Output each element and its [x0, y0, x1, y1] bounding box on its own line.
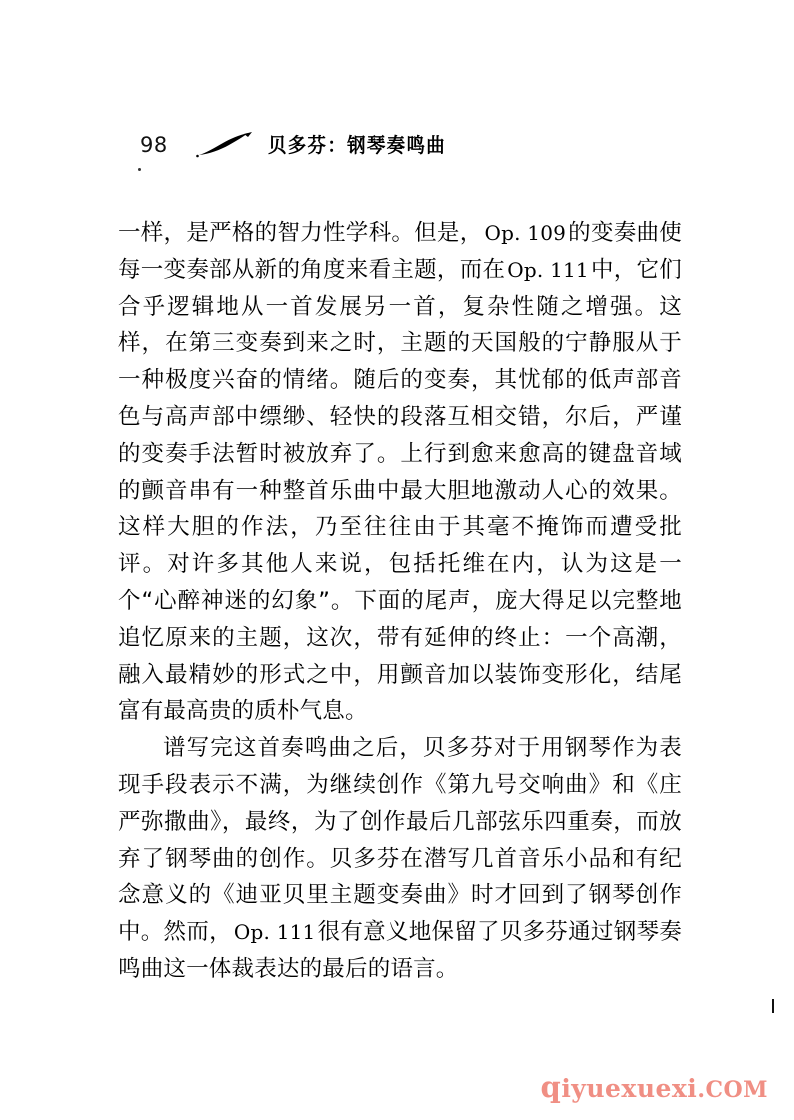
running-head	[140, 128, 660, 162]
opus-reference: Op. 111	[233, 920, 316, 945]
page-number: 98	[140, 132, 168, 157]
header-speck	[138, 168, 141, 171]
paragraph-2: 谱写完这首奏鸣曲之后，贝多芬对于用钢琴作为表现手段表示不满，为继续创作《第九号交响曲》和《庄严弥撒曲》，最终，为了创作最后几部弦乐四重奏，而放弃了钢琴曲的创作。贝多芬在潜写几首音乐小品和有纪念意义的《迪亚贝里主题变奏曲》时才回到了钢琴创作中。然而， Op. 111很有意义地保留了贝多芬通过钢琴奏鸣曲这一体裁表达的最后的语言。	[118, 735, 682, 982]
brush-stroke-ornament	[196, 132, 256, 158]
margin-artifact	[772, 999, 774, 1013]
opus-reference: Op. 109	[484, 221, 567, 245]
body-text	[118, 215, 682, 988]
watermark-mid: iyuexuexi	[561, 1074, 698, 1103]
opus-reference: Op. 111	[507, 257, 589, 282]
paragraph-1: 一样，是严格的智力性学科。但是， Op. 109的变奏曲使每一变奏部从新的角度来看主题，而在 Op. 111中，它们合乎逻辑地从一首发展另一首，复杂性随之增强。这样，在第三变奏到来之时，主题的天国般的宁静服从于一种极度兴奋的情绪。随后的变奏，其忧郁的低声部音色与高声部中缥缈、轻快的段落互相交错，尔后，严谨的变奏手法暂时被放弃了。上行到愈来愈高的键盘音域的颤音串有一种整首乐曲中最大胆地激动人心的效果。这样大胆的作法，乃至往往由于其毫不掩饰而遭受批评。对许多其他人来说，包括托维在内，认为这是一个“心醉神迷的幻象”。下面的尾声，庞大得足以完整地追忆原来的主题，这次，带有延伸的终止：一个高潮，融入最精妙的形式之中，用颤音加以装饰变形化，结尾富有最高贵的质朴气息。	[118, 220, 682, 725]
watermark-tld: .COM	[697, 1077, 768, 1103]
site-watermark	[540, 1070, 768, 1104]
watermark-lead: q	[540, 1070, 562, 1104]
running-head-title: 贝多芬：钢琴奏鸣曲	[268, 133, 447, 157]
